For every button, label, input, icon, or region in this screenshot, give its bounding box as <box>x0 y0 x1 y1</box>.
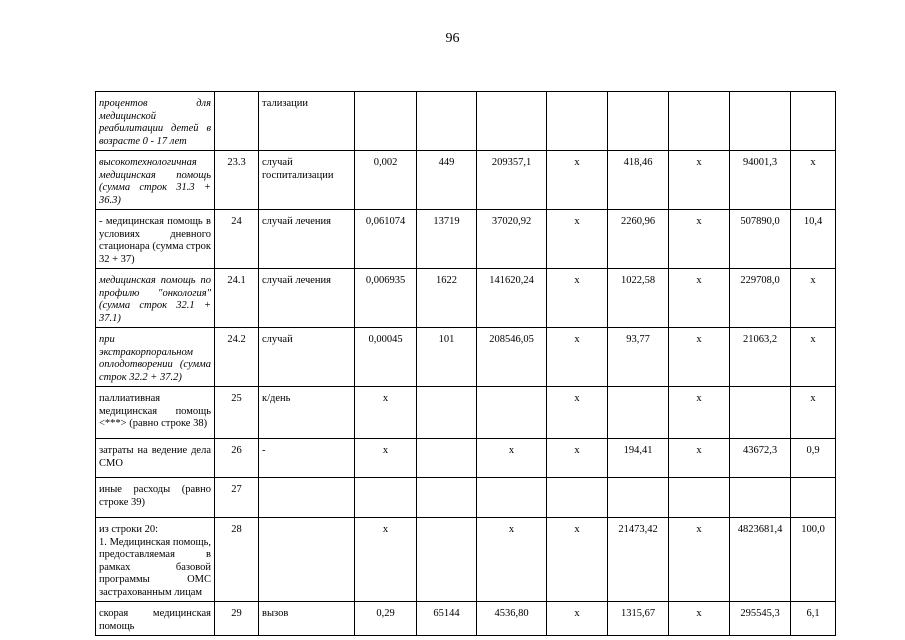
table-row <box>96 439 836 478</box>
row-value-8 <box>791 92 836 151</box>
row-value-4: x <box>547 602 608 636</box>
row-value-3: 141620,24 <box>477 269 547 328</box>
row-unit: случай лечения <box>259 269 355 328</box>
row-value-3 <box>477 92 547 151</box>
row-value-4: x <box>547 328 608 387</box>
row-value-2: 449 <box>417 151 477 210</box>
medical-care-table <box>95 91 836 636</box>
row-value-4: x <box>547 210 608 269</box>
row-value-6: x <box>669 328 730 387</box>
row-value-7 <box>730 92 791 151</box>
row-value-7 <box>730 387 791 439</box>
row-description-heading: из строки 20: <box>99 524 159 535</box>
row-description: - медицинская помощь в условиях дневного стационара (сумма строк 32 + 37) <box>96 210 215 269</box>
row-value-6 <box>669 478 730 518</box>
row-unit: случай госпитализации <box>259 151 355 210</box>
row-value-6: x <box>669 269 730 328</box>
row-value-8: 100,0 <box>791 518 836 602</box>
row-value-5: 2260,96 <box>608 210 669 269</box>
table-row <box>96 518 836 602</box>
row-unit: к/день <box>259 387 355 439</box>
row-description: медицинская помощь по профилю "онкология" (сумма строк 32.1 + 37.1) <box>96 269 215 328</box>
row-value-1 <box>355 478 417 518</box>
row-value-4: x <box>547 439 608 478</box>
row-value-1 <box>355 92 417 151</box>
row-description <box>96 518 215 602</box>
row-value-8: 6,1 <box>791 602 836 636</box>
row-value-4 <box>547 92 608 151</box>
row-value-8: 10,4 <box>791 210 836 269</box>
row-value-1: 0,006935 <box>355 269 417 328</box>
row-value-7: 229708,0 <box>730 269 791 328</box>
row-value-8: x <box>791 387 836 439</box>
row-value-4: x <box>547 387 608 439</box>
row-value-8: x <box>791 151 836 210</box>
row-value-5: 1022,58 <box>608 269 669 328</box>
row-value-7: 43672,3 <box>730 439 791 478</box>
row-value-4: x <box>547 518 608 602</box>
row-number: 23.3 <box>215 151 259 210</box>
row-unit: случай <box>259 328 355 387</box>
row-description: процентов для медицинской реабилитации детей в возрасте 0 - 17 лет <box>96 92 215 151</box>
row-value-5: 194,41 <box>608 439 669 478</box>
table-row <box>96 92 836 151</box>
row-unit: случай лечения <box>259 210 355 269</box>
row-value-8: x <box>791 328 836 387</box>
row-value-6: x <box>669 210 730 269</box>
row-value-2 <box>417 439 477 478</box>
row-number: 24.1 <box>215 269 259 328</box>
row-value-3: x <box>477 439 547 478</box>
row-value-8: 0,9 <box>791 439 836 478</box>
row-number: 28 <box>215 518 259 602</box>
row-description: затраты на ведение дела СМО <box>96 439 215 478</box>
row-value-2 <box>417 478 477 518</box>
table-row <box>96 210 836 269</box>
table-row <box>96 151 836 210</box>
row-unit: тализации <box>259 92 355 151</box>
row-number: 27 <box>215 478 259 518</box>
row-value-4: x <box>547 269 608 328</box>
row-value-3 <box>477 387 547 439</box>
row-value-2: 13719 <box>417 210 477 269</box>
row-description: иные расходы (равно строке 39) <box>96 478 215 518</box>
row-value-6: x <box>669 439 730 478</box>
row-unit <box>259 518 355 602</box>
row-value-5: 21473,42 <box>608 518 669 602</box>
row-value-8 <box>791 478 836 518</box>
row-value-7: 295545,3 <box>730 602 791 636</box>
row-value-1: 0,061074 <box>355 210 417 269</box>
page-number: 96 <box>445 31 460 46</box>
row-value-1: x <box>355 439 417 478</box>
row-value-2: 101 <box>417 328 477 387</box>
row-value-1: 0,00045 <box>355 328 417 387</box>
row-value-3: 208546,05 <box>477 328 547 387</box>
table-row <box>96 269 836 328</box>
row-value-5 <box>608 478 669 518</box>
row-value-2 <box>417 518 477 602</box>
row-value-7: 4823681,4 <box>730 518 791 602</box>
row-value-4 <box>547 478 608 518</box>
row-value-6: x <box>669 602 730 636</box>
row-value-2: 65144 <box>417 602 477 636</box>
row-value-6 <box>669 92 730 151</box>
row-description: при экстракорпоральном оплодотворении (сумма строк 32.2 + 37.2) <box>96 328 215 387</box>
row-number: 26 <box>215 439 259 478</box>
table-row <box>96 387 836 439</box>
row-value-5: 1315,67 <box>608 602 669 636</box>
row-description: скорая медицинская помощь <box>96 602 215 636</box>
row-value-7: 21063,2 <box>730 328 791 387</box>
row-value-3: 4536,80 <box>477 602 547 636</box>
row-value-7: 507890,0 <box>730 210 791 269</box>
row-number: 25 <box>215 387 259 439</box>
row-value-1: x <box>355 518 417 602</box>
row-value-1: 0,002 <box>355 151 417 210</box>
row-description: высокотехнологичная медицинская помощь (сумма строк 31.3 + 36.3) <box>96 151 215 210</box>
row-value-5: 93,77 <box>608 328 669 387</box>
row-value-1: 0,29 <box>355 602 417 636</box>
row-value-4: x <box>547 151 608 210</box>
row-value-5 <box>608 387 669 439</box>
row-description: паллиативная медицинская помощь <***> (равно строке 38) <box>96 387 215 439</box>
row-value-2 <box>417 92 477 151</box>
row-value-6: x <box>669 151 730 210</box>
row-value-5 <box>608 92 669 151</box>
row-number <box>215 92 259 151</box>
row-unit: - <box>259 439 355 478</box>
row-unit: вызов <box>259 602 355 636</box>
row-value-3 <box>477 478 547 518</box>
row-unit <box>259 478 355 518</box>
row-value-7: 94001,3 <box>730 151 791 210</box>
row-description-text: 1. Медицинская помощь, предоставляемая в рамках базовой программы ОМС застрахованным лицам <box>99 536 211 598</box>
row-value-1: x <box>355 387 417 439</box>
table-row <box>96 328 836 387</box>
row-number: 29 <box>215 602 259 636</box>
row-value-2: 1622 <box>417 269 477 328</box>
row-value-6: x <box>669 518 730 602</box>
row-value-7 <box>730 478 791 518</box>
row-value-6: x <box>669 387 730 439</box>
row-value-3: x <box>477 518 547 602</box>
row-value-5: 418,46 <box>608 151 669 210</box>
row-number: 24.2 <box>215 328 259 387</box>
row-value-3: 37020,92 <box>477 210 547 269</box>
row-value-8: x <box>791 269 836 328</box>
row-value-3: 209357,1 <box>477 151 547 210</box>
row-value-2 <box>417 387 477 439</box>
table-row <box>96 478 836 518</box>
row-number: 24 <box>215 210 259 269</box>
table-row <box>96 602 836 636</box>
